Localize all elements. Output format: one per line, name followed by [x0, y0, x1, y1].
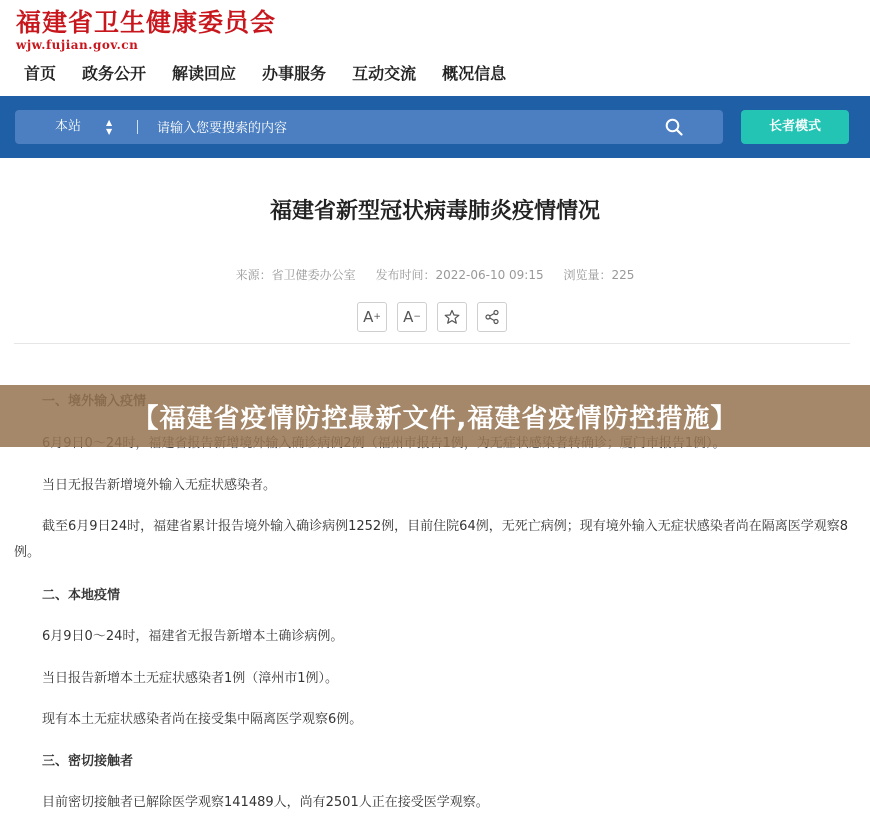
- article-views: 浏览量：225: [563, 268, 635, 282]
- nav-item-overview[interactable]: 概况信息: [442, 64, 507, 83]
- search-box: [15, 110, 723, 144]
- star-icon: [444, 309, 460, 325]
- article-published: 发布时间：2022-06-10 09:15: [375, 268, 544, 282]
- site-logo[interactable]: [16, 6, 276, 51]
- paragraph: 目前密切接触者已解除医学观察141489人，尚有2501人正在接受医学观察。: [42, 795, 489, 810]
- paragraph: 6月9日0～24时，福建省无报告新增本土确诊病例。: [42, 629, 344, 644]
- site-url: wjw.fujian.gov.cn: [16, 38, 139, 52]
- section-heading-local: 二、本地疫情: [42, 588, 121, 603]
- font-decrease-label: A: [403, 308, 414, 326]
- paragraph: 截至6月9日24时，福建省累计报告境外输入确诊病例1252例，目前住院64例，无死亡病例；现有境外输入无症状感染者尚在隔离医学观察8例。: [14, 519, 848, 560]
- search-icon[interactable]: [665, 118, 683, 136]
- favorite-button[interactable]: [437, 302, 467, 332]
- nav-item-services[interactable]: 办事服务: [262, 64, 327, 83]
- nav-item-government-affairs[interactable]: 政务公开: [82, 64, 147, 83]
- paragraph: 现有本土无症状感染者尚在接受集中隔离医学观察6例。: [42, 712, 363, 727]
- nav-item-home[interactable]: 首页: [24, 64, 57, 83]
- paragraph: 当日无报告新增境外输入无症状感染者。: [42, 478, 277, 493]
- title-overlay-banner: [0, 385, 870, 447]
- banner-text: 【福建省疫情防控最新文件,福建省疫情防控措施】: [132, 403, 738, 434]
- search-scope-select[interactable]: 本站: [55, 119, 82, 134]
- paragraph: 当日报告新增本土无症状感染者1例（漳州市1例）。: [42, 671, 339, 686]
- font-decrease-button[interactable]: [397, 302, 427, 332]
- article-meta: [0, 266, 870, 283]
- content-divider: [14, 343, 850, 344]
- search-separator: [137, 120, 138, 134]
- share-button[interactable]: [477, 302, 507, 332]
- share-icon: [484, 309, 500, 325]
- search-band: [0, 96, 870, 158]
- search-input[interactable]: [155, 110, 639, 146]
- article-title: 福建省新型冠状病毒肺炎疫情情况: [269, 199, 600, 224]
- scope-arrows-icon: ▲ ▼: [106, 118, 113, 136]
- article-source: 来源：省卫健委办公室: [235, 268, 356, 282]
- section-heading-contacts: 三、密切接触者: [42, 754, 134, 769]
- site-name: 福建省卫生健康委员会: [16, 8, 277, 37]
- nav-item-interpretation[interactable]: 解读回应: [172, 64, 237, 83]
- elder-mode-button[interactable]: 长者模式: [741, 110, 849, 144]
- font-increase-button[interactable]: [357, 302, 387, 332]
- main-nav: [24, 62, 506, 86]
- font-increase-label: A: [363, 308, 374, 326]
- nav-item-interaction[interactable]: 互动交流: [352, 64, 417, 83]
- plus-icon: +: [373, 312, 381, 322]
- minus-icon: −: [413, 312, 421, 322]
- article-tools: [357, 302, 507, 332]
